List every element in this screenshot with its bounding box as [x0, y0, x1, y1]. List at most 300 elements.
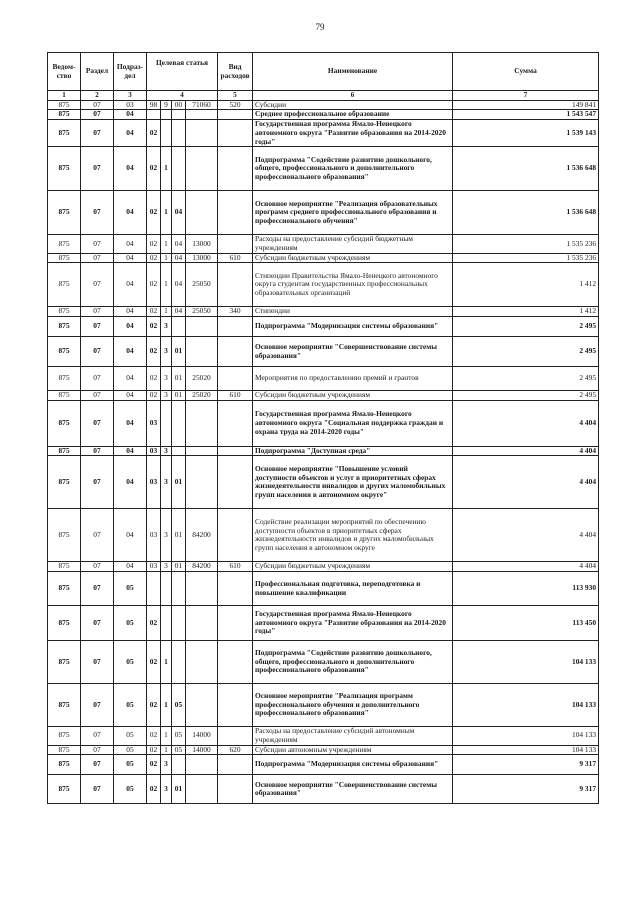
cell-naimenovanie: Стипендии [253, 307, 453, 317]
cell-celevaya-2: 1 [161, 307, 172, 317]
cell-razdel: 07 [81, 367, 114, 391]
table-row [48, 755, 599, 775]
cell-celevaya-4 [186, 456, 218, 509]
cell-summa: 104 133 [453, 641, 599, 684]
cell-vid-rashodov [218, 191, 253, 235]
cell-naimenovanie: Субсидии бюджетным учреждениям [253, 391, 453, 401]
cell-celevaya-4 [186, 147, 218, 191]
cell-podrazdel: 04 [114, 446, 147, 456]
cell-podrazdel: 04 [114, 110, 147, 120]
cell-celevaya-3 [172, 147, 186, 191]
cell-celevaya-1: 02 [147, 684, 161, 727]
cell-celevaya-2: 3 [161, 775, 172, 804]
cell-podrazdel: 05 [114, 745, 147, 755]
cell-celevaya-2 [161, 606, 172, 641]
cell-celevaya-4 [186, 337, 218, 367]
table-row [48, 641, 599, 684]
cell-celevaya-1: 03 [147, 400, 161, 446]
cell-celevaya-3: 04 [172, 191, 186, 235]
page-number: 79 [315, 22, 325, 32]
header-naimenovanie: Наименование [253, 53, 453, 91]
cell-razdel: 07 [81, 775, 114, 804]
cell-vid-rashodov: 610 [218, 253, 253, 263]
cell-podrazdel: 05 [114, 775, 147, 804]
cell-razdel: 07 [81, 191, 114, 235]
cell-razdel: 07 [81, 727, 114, 745]
cell-razdel: 07 [81, 235, 114, 253]
cell-summa: 2 495 [453, 367, 599, 391]
header-vid-rashodov: Вид расходов [218, 53, 253, 91]
cell-vedomstvo: 875 [48, 317, 81, 337]
cell-vedomstvo: 875 [48, 263, 81, 307]
cell-vedomstvo: 875 [48, 391, 81, 401]
cell-celevaya-3: 01 [172, 775, 186, 804]
cell-summa: 1 536 648 [453, 191, 599, 235]
table-row [48, 337, 599, 367]
cell-naimenovanie: Основное мероприятие "Совершенствование системы образования" [253, 775, 453, 804]
cell-vid-rashodov [218, 727, 253, 745]
cell-celevaya-4 [186, 684, 218, 727]
cell-podrazdel: 04 [114, 337, 147, 367]
header-podrazdel: Подраз- дел [114, 53, 147, 91]
cell-celevaya-3 [172, 120, 186, 147]
cell-razdel: 07 [81, 120, 114, 147]
cell-naimenovanie: Подпрограмма "Доступная среда" [253, 446, 453, 456]
cell-celevaya-4 [186, 572, 218, 606]
header-vedomstvo: Ведом- ство [48, 53, 81, 91]
cell-summa: 9 317 [453, 755, 599, 775]
cell-summa: 1 543 547 [453, 110, 599, 120]
cell-celevaya-4: 25050 [186, 263, 218, 307]
cell-celevaya-3: 04 [172, 253, 186, 263]
cell-vid-rashodov [218, 755, 253, 775]
cell-celevaya-1: 02 [147, 367, 161, 391]
cell-celevaya-3: 05 [172, 684, 186, 727]
header-summa: Сумма [453, 53, 599, 91]
cell-celevaya-3: 01 [172, 456, 186, 509]
cell-vid-rashodov [218, 120, 253, 147]
cell-vid-rashodov [218, 684, 253, 727]
cell-celevaya-2: 3 [161, 456, 172, 509]
cell-vedomstvo: 875 [48, 110, 81, 120]
cell-celevaya-1: 02 [147, 191, 161, 235]
cell-summa: 104 133 [453, 745, 599, 755]
column-number: 5 [218, 91, 253, 101]
cell-celevaya-1: 02 [147, 606, 161, 641]
cell-vid-rashodov [218, 775, 253, 804]
cell-podrazdel: 04 [114, 191, 147, 235]
cell-celevaya-4 [186, 606, 218, 641]
cell-vid-rashodov [218, 400, 253, 446]
cell-vedomstvo: 875 [48, 100, 81, 110]
cell-vid-rashodov: 610 [218, 562, 253, 572]
cell-celevaya-2: 1 [161, 727, 172, 745]
cell-vedomstvo: 875 [48, 307, 81, 317]
cell-celevaya-3 [172, 317, 186, 337]
cell-vid-rashodov: 610 [218, 391, 253, 401]
cell-naimenovanie: Субсидии [253, 100, 453, 110]
cell-celevaya-4 [186, 446, 218, 456]
cell-naimenovanie: Расходы на предоставление субсидий бюджетным учреждениям [253, 235, 453, 253]
cell-celevaya-3: 01 [172, 391, 186, 401]
cell-celevaya-1: 03 [147, 509, 161, 562]
cell-celevaya-4 [186, 755, 218, 775]
cell-vid-rashodov [218, 317, 253, 337]
cell-summa: 1 535 236 [453, 253, 599, 263]
cell-summa: 104 133 [453, 684, 599, 727]
cell-celevaya-1: 02 [147, 120, 161, 147]
table-row [48, 191, 599, 235]
cell-celevaya-2: 1 [161, 147, 172, 191]
cell-vid-rashodov [218, 456, 253, 509]
cell-vid-rashodov: 620 [218, 745, 253, 755]
cell-celevaya-3 [172, 110, 186, 120]
table-row [48, 253, 599, 263]
cell-celevaya-2: 3 [161, 562, 172, 572]
table-row [48, 456, 599, 509]
cell-summa: 4 404 [453, 456, 599, 509]
cell-celevaya-3: 00 [172, 100, 186, 110]
cell-naimenovanie: Профессиональная подготовка, переподготовка и повышение квалификации [253, 572, 453, 606]
cell-vid-rashodov [218, 641, 253, 684]
cell-podrazdel: 05 [114, 684, 147, 727]
cell-razdel: 07 [81, 337, 114, 367]
cell-celevaya-1: 03 [147, 456, 161, 509]
cell-vedomstvo: 875 [48, 572, 81, 606]
cell-summa: 2 495 [453, 391, 599, 401]
cell-summa: 1 412 [453, 307, 599, 317]
cell-razdel: 07 [81, 110, 114, 120]
cell-vedomstvo: 875 [48, 606, 81, 641]
table-row [48, 307, 599, 317]
cell-podrazdel: 04 [114, 235, 147, 253]
cell-podrazdel: 04 [114, 317, 147, 337]
cell-celevaya-1: 02 [147, 317, 161, 337]
cell-summa: 4 404 [453, 446, 599, 456]
table-row [48, 147, 599, 191]
table-row [48, 606, 599, 641]
cell-razdel: 07 [81, 745, 114, 755]
cell-podrazdel: 04 [114, 253, 147, 263]
cell-podrazdel: 04 [114, 147, 147, 191]
cell-vedomstvo: 875 [48, 191, 81, 235]
cell-celevaya-2 [161, 400, 172, 446]
cell-celevaya-3: 01 [172, 367, 186, 391]
table-row [48, 684, 599, 727]
cell-celevaya-1: 02 [147, 147, 161, 191]
cell-vedomstvo: 875 [48, 120, 81, 147]
cell-celevaya-2: 3 [161, 317, 172, 337]
cell-celevaya-1: 03 [147, 562, 161, 572]
cell-celevaya-2: 1 [161, 745, 172, 755]
cell-razdel: 07 [81, 446, 114, 456]
cell-naimenovanie: Основное мероприятие "Реализация образовательных программ среднего профессионального образования и профессионального обучения" [253, 191, 453, 235]
column-number: 3 [114, 91, 147, 101]
cell-celevaya-2: 3 [161, 337, 172, 367]
cell-celevaya-3: 05 [172, 727, 186, 745]
cell-podrazdel: 04 [114, 456, 147, 509]
cell-vedomstvo: 875 [48, 400, 81, 446]
cell-razdel: 07 [81, 684, 114, 727]
cell-vedomstvo: 875 [48, 641, 81, 684]
cell-summa: 113 930 [453, 572, 599, 606]
table-row [48, 775, 599, 804]
cell-podrazdel: 04 [114, 391, 147, 401]
cell-podrazdel: 04 [114, 120, 147, 147]
cell-celevaya-3 [172, 572, 186, 606]
cell-celevaya-1: 02 [147, 745, 161, 755]
column-number-row [48, 91, 599, 101]
cell-podrazdel: 04 [114, 307, 147, 317]
cell-vedomstvo: 875 [48, 456, 81, 509]
cell-celevaya-2: 3 [161, 367, 172, 391]
cell-summa: 9 317 [453, 775, 599, 804]
cell-naimenovanie: Подпрограмма "Содействие развитию дошкольного, общего, профессионального и дополнительного профессионального образования" [253, 147, 453, 191]
cell-celevaya-2: 9 [161, 100, 172, 110]
cell-summa: 1 539 143 [453, 120, 599, 147]
cell-celevaya-4 [186, 110, 218, 120]
cell-vid-rashodov [218, 367, 253, 391]
cell-razdel: 07 [81, 509, 114, 562]
cell-celevaya-4 [186, 120, 218, 147]
cell-summa: 1 535 236 [453, 235, 599, 253]
cell-vedomstvo: 875 [48, 337, 81, 367]
cell-naimenovanie: Основное мероприятие "Реализация программ профессионального обучения и дополнительного профессионального образования" [253, 684, 453, 727]
cell-celevaya-1: 02 [147, 641, 161, 684]
cell-celevaya-2: 3 [161, 446, 172, 456]
table-row [48, 317, 599, 337]
cell-vid-rashodov [218, 110, 253, 120]
cell-summa: 2 495 [453, 317, 599, 337]
cell-celevaya-1: 02 [147, 755, 161, 775]
cell-celevaya-1: 02 [147, 727, 161, 745]
cell-summa: 2 495 [453, 337, 599, 367]
cell-summa: 149 841 [453, 100, 599, 110]
cell-summa: 4 404 [453, 562, 599, 572]
cell-naimenovanie: Подпрограмма "Модернизация системы образования" [253, 755, 453, 775]
table-row [48, 263, 599, 307]
cell-razdel: 07 [81, 755, 114, 775]
cell-podrazdel: 04 [114, 263, 147, 307]
cell-razdel: 07 [81, 100, 114, 110]
cell-naimenovanie: Субсидии бюджетным учреждениям [253, 562, 453, 572]
cell-celevaya-4: 14000 [186, 745, 218, 755]
cell-razdel: 07 [81, 400, 114, 446]
cell-podrazdel: 04 [114, 562, 147, 572]
header-celevaya-statya: Целевая статья [147, 53, 218, 91]
cell-celevaya-2: 3 [161, 509, 172, 562]
cell-naimenovanie: Расходы на предоставление субсидий автономным учреждениям [253, 727, 453, 745]
cell-naimenovanie: Стипендии Правительства Ямало-Ненецкого автономного округа студентам государственных профессиональных образовательных организаций [253, 263, 453, 307]
cell-naimenovanie: Среднее профессиональное образование [253, 110, 453, 120]
cell-naimenovanie: Основное мероприятие "Совершенствование системы образования" [253, 337, 453, 367]
cell-celevaya-1 [147, 110, 161, 120]
cell-podrazdel: 04 [114, 509, 147, 562]
cell-celevaya-4: 13000 [186, 235, 218, 253]
cell-vid-rashodov: 520 [218, 100, 253, 110]
cell-naimenovanie: Содействие реализации мероприятий по обеспечению доступности объектов в приоритетных сферах жизнедеятельности инвалидов и других маломобильных групп населения в автономном округе [253, 509, 453, 562]
cell-naimenovanie: Государственная программа Ямало-Ненецкого автономного округа "Развитие образования на 2014-2020 годы" [253, 606, 453, 641]
cell-razdel: 07 [81, 456, 114, 509]
cell-naimenovanie: Основное мероприятие "Повышение условий доступности объектов и услуг в приоритетных сферах жизнедеятельности инвалидов и других маломобильных групп населения в автономном округе" [253, 456, 453, 509]
cell-vedomstvo: 875 [48, 684, 81, 727]
cell-celevaya-2: 1 [161, 641, 172, 684]
column-number: 6 [253, 91, 453, 101]
cell-celevaya-4: 14000 [186, 727, 218, 745]
cell-vedomstvo: 875 [48, 727, 81, 745]
cell-vid-rashodov [218, 147, 253, 191]
cell-razdel: 07 [81, 562, 114, 572]
cell-razdel: 07 [81, 606, 114, 641]
table-row [48, 446, 599, 456]
table-row [48, 572, 599, 606]
cell-podrazdel: 03 [114, 100, 147, 110]
cell-podrazdel: 05 [114, 641, 147, 684]
cell-celevaya-1: 02 [147, 391, 161, 401]
cell-celevaya-1: 02 [147, 235, 161, 253]
cell-vedomstvo: 875 [48, 509, 81, 562]
cell-summa: 4 404 [453, 509, 599, 562]
cell-naimenovanie: Мероприятия по предоставлению премий и грантов [253, 367, 453, 391]
cell-vid-rashodov [218, 606, 253, 641]
cell-vid-rashodov: 340 [218, 307, 253, 317]
cell-celevaya-3: 01 [172, 562, 186, 572]
cell-razdel: 07 [81, 641, 114, 684]
table-row [48, 110, 599, 120]
cell-celevaya-2 [161, 120, 172, 147]
cell-celevaya-3: 04 [172, 307, 186, 317]
cell-summa: 113 450 [453, 606, 599, 641]
cell-celevaya-3: 01 [172, 509, 186, 562]
cell-celevaya-4 [186, 775, 218, 804]
cell-celevaya-2: 1 [161, 263, 172, 307]
column-number: 1 [48, 91, 81, 101]
cell-celevaya-3 [172, 446, 186, 456]
cell-podrazdel: 05 [114, 572, 147, 606]
cell-summa: 1 536 648 [453, 147, 599, 191]
cell-celevaya-3: 04 [172, 263, 186, 307]
cell-vedomstvo: 875 [48, 253, 81, 263]
cell-naimenovanie: Государственная программа Ямало-Ненецкого автономного округа "Развитие образования на 2014-2020 годы" [253, 120, 453, 147]
cell-celevaya-1: 03 [147, 446, 161, 456]
cell-celevaya-4: 13000 [186, 253, 218, 263]
table-row [48, 727, 599, 745]
cell-razdel: 07 [81, 307, 114, 317]
cell-celevaya-3: 01 [172, 337, 186, 367]
cell-celevaya-2: 1 [161, 191, 172, 235]
cell-vid-rashodov [218, 572, 253, 606]
cell-celevaya-1: 98 [147, 100, 161, 110]
cell-podrazdel: 05 [114, 727, 147, 745]
budget-table [47, 52, 599, 804]
cell-celevaya-1: 02 [147, 775, 161, 804]
cell-vedomstvo: 875 [48, 367, 81, 391]
cell-celevaya-4: 84200 [186, 562, 218, 572]
cell-vedomstvo: 875 [48, 745, 81, 755]
header-razdel: Раздел [81, 53, 114, 91]
table-row [48, 509, 599, 562]
cell-celevaya-1: 02 [147, 253, 161, 263]
cell-vid-rashodov [218, 446, 253, 456]
cell-razdel: 07 [81, 253, 114, 263]
cell-naimenovanie: Субсидии бюджетным учреждениям [253, 253, 453, 263]
cell-naimenovanie: Подпрограмма "Модернизация системы образования" [253, 317, 453, 337]
cell-celevaya-2 [161, 572, 172, 606]
cell-razdel: 07 [81, 147, 114, 191]
cell-vedomstvo: 875 [48, 562, 81, 572]
cell-podrazdel: 04 [114, 367, 147, 391]
cell-vid-rashodov [218, 263, 253, 307]
cell-celevaya-4 [186, 191, 218, 235]
cell-celevaya-4 [186, 317, 218, 337]
cell-summa: 4 404 [453, 400, 599, 446]
cell-podrazdel: 05 [114, 755, 147, 775]
cell-celevaya-4: 84200 [186, 509, 218, 562]
cell-vedomstvo: 875 [48, 446, 81, 456]
table-row [48, 562, 599, 572]
table-row [48, 235, 599, 253]
cell-celevaya-2 [161, 110, 172, 120]
table-row [48, 391, 599, 401]
cell-celevaya-3: 04 [172, 235, 186, 253]
cell-celevaya-2: 1 [161, 253, 172, 263]
cell-celevaya-4: 71060 [186, 100, 218, 110]
cell-celevaya-2: 3 [161, 391, 172, 401]
column-number: 4 [147, 91, 218, 101]
cell-vedomstvo: 875 [48, 235, 81, 253]
table-row [48, 745, 599, 755]
cell-summa: 104 133 [453, 727, 599, 745]
cell-celevaya-1: 02 [147, 337, 161, 367]
cell-celevaya-1 [147, 572, 161, 606]
cell-vedomstvo: 875 [48, 775, 81, 804]
cell-naimenovanie: Подпрограмма "Содействие развитию дошкольного, общего, профессионального и дополнительного профессионального образования" [253, 641, 453, 684]
cell-celevaya-2: 3 [161, 755, 172, 775]
cell-razdel: 07 [81, 572, 114, 606]
cell-celevaya-3 [172, 400, 186, 446]
cell-celevaya-2: 1 [161, 684, 172, 727]
table-row [48, 120, 599, 147]
cell-celevaya-3 [172, 606, 186, 641]
column-number: 7 [453, 91, 599, 101]
table-row [48, 100, 599, 110]
cell-razdel: 07 [81, 391, 114, 401]
cell-celevaya-4 [186, 641, 218, 684]
cell-celevaya-4: 25020 [186, 367, 218, 391]
header-row [48, 53, 599, 91]
cell-celevaya-1: 02 [147, 263, 161, 307]
cell-celevaya-3 [172, 755, 186, 775]
cell-vedomstvo: 875 [48, 147, 81, 191]
cell-podrazdel: 04 [114, 400, 147, 446]
cell-summa: 1 412 [453, 263, 599, 307]
cell-celevaya-3 [172, 641, 186, 684]
cell-celevaya-1: 02 [147, 307, 161, 317]
cell-vid-rashodov [218, 337, 253, 367]
cell-vid-rashodov [218, 235, 253, 253]
cell-celevaya-4: 25020 [186, 391, 218, 401]
cell-razdel: 07 [81, 263, 114, 307]
column-number: 2 [81, 91, 114, 101]
cell-celevaya-4: 25050 [186, 307, 218, 317]
cell-naimenovanie: Государственная программа Ямало-Ненецкого автономного округа "Социальная поддержка граждан и охрана труда на 2014-2020 годы" [253, 400, 453, 446]
cell-celevaya-4 [186, 400, 218, 446]
table-row [48, 400, 599, 446]
table-row [48, 367, 599, 391]
cell-vid-rashodov [218, 509, 253, 562]
cell-naimenovanie: Субсидии автономным учреждениям [253, 745, 453, 755]
cell-celevaya-2: 1 [161, 235, 172, 253]
